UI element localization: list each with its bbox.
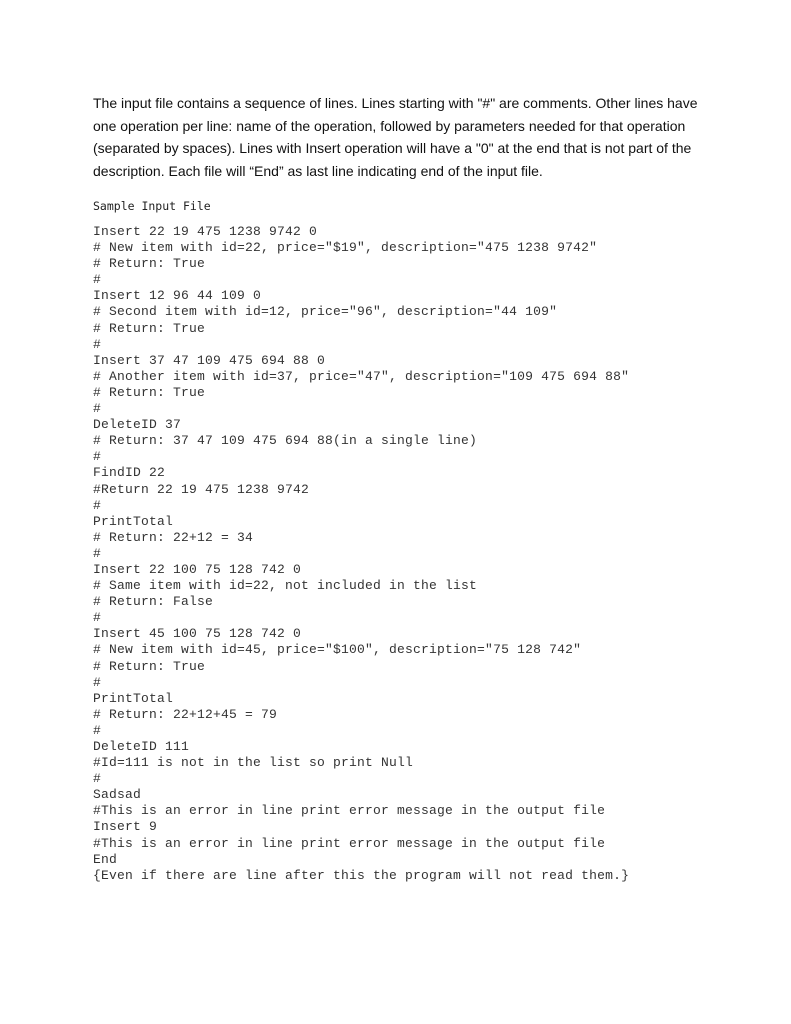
code-line: Insert 22 100 75 128 742 0	[93, 561, 302, 577]
sample-input-title: Sample Input File	[93, 199, 211, 213]
code-line: DeleteID 111	[93, 739, 190, 754]
code-line: # Another item with id=37, price="47", description="109 475 694 88"	[93, 368, 630, 384]
code-line: PrintTotal	[93, 513, 174, 529]
code-line: FindID 22	[93, 465, 166, 481]
code-line: Insert 22 19 475 1238 9742 0	[93, 224, 318, 239]
code-line: # Second item with id=12, price="96", description="44 109"	[93, 304, 558, 320]
code-line: #	[93, 610, 102, 626]
code-line: Insert 12 96 44 109 0	[93, 288, 262, 304]
code-line: # Return: 22+12 = 34	[93, 529, 254, 545]
code-line: # New item with id=22, price="$19", description="475 1238 9742"	[93, 240, 598, 256]
code-line: # Return: True	[93, 320, 206, 336]
code-line: #	[93, 771, 102, 787]
code-line: #	[93, 497, 102, 513]
code-line: #	[93, 401, 102, 417]
code-line: Insert 45 100 75 128 742 0	[93, 626, 302, 642]
code-line: # Same item with id=22, not included in the list	[93, 578, 478, 594]
code-line: #	[93, 674, 102, 690]
code-line: #	[93, 545, 102, 561]
code-line: #This is an error in line print error message in the output file	[93, 835, 606, 851]
code-line: DeleteID 37	[93, 417, 182, 433]
sample-input-code-block	[93, 224, 629, 884]
code-line: Insert 37 47 109 475 694 88 0	[93, 352, 326, 368]
code-line: # Return: True	[93, 658, 206, 674]
code-line: #Return 22 19 475 1238 9742	[93, 481, 310, 497]
code-line: Sadsad	[93, 787, 142, 803]
code-line: {Even if there are line after this the program will not read them.}	[93, 867, 630, 883]
code-line: PrintTotal	[93, 690, 174, 706]
code-line: # Return: 37 47 109 475 694 88(in a single line)	[93, 433, 478, 449]
code-line: Insert 9	[93, 819, 158, 835]
code-line: End	[93, 851, 118, 867]
code-line: # Return: False	[93, 594, 214, 610]
code-line: #This is an error in line print error message in the output file	[93, 803, 606, 819]
code-line: #Id=111 is not in the list so print Null	[93, 755, 414, 771]
code-line: # Return: 22+12+45 = 79	[93, 706, 278, 722]
intro-paragraph: The input file contains a sequence of lines. Lines starting with "#" are comments. Other lines have one operation per line: name of the operation, followed by parameters needed for that operation (separated by spaces). Lines with Insert operation will have a "0" at the end that is not part of the description. Each file will “End” as last line indicating end of the input file.	[93, 95, 698, 179]
code-line: # Return: True	[93, 256, 206, 272]
code-line: #	[93, 272, 102, 288]
code-line: # New item with id=45, price="$100", description="75 128 742"	[93, 642, 582, 658]
code-line: #	[93, 722, 102, 738]
code-line: # Return: True	[93, 384, 206, 400]
code-line: #	[93, 449, 102, 465]
code-line: #	[93, 336, 102, 352]
